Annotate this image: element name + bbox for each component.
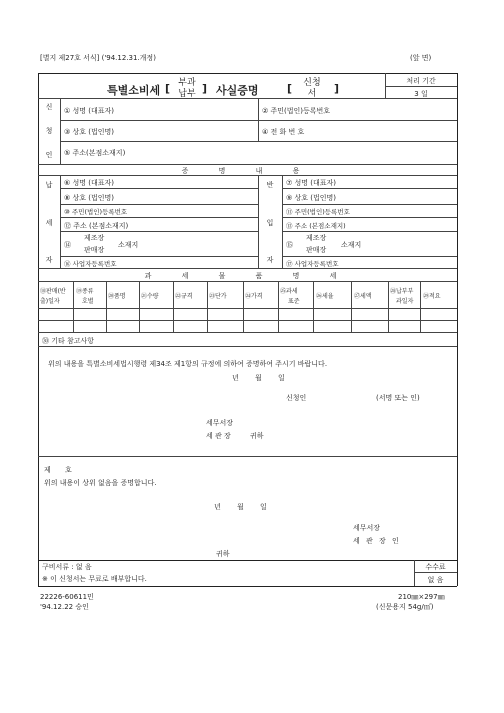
buyer-business-no-field[interactable]: ⑰ 사업자등록번호	[286, 260, 339, 268]
col-tax-rate: ㉖세율	[316, 293, 334, 300]
fee-label: 수수료	[425, 563, 446, 571]
required-documents: 구비서류 : 없 음	[42, 563, 92, 571]
request-signature[interactable]: (서명 또는 인)	[376, 394, 420, 402]
form-title-bracket1-top: 부과	[178, 78, 196, 88]
certificate-statement: 위의 내용이 상위 없음을 증명합니다.	[44, 479, 157, 487]
applicant-phone-field[interactable]: ④ 전 화 번 호	[262, 128, 305, 136]
taxpayer-business-no-field[interactable]: ⑯ 사업자등록번호	[64, 260, 117, 268]
buyer-address-field[interactable]: ⑬ 주소 (본점소재지)	[286, 222, 346, 230]
form-title-bracket2-bottom: 서	[307, 89, 317, 99]
free-distribution-note: ※ 이 신청서는 무료로 배부합니다.	[42, 575, 147, 583]
taxpayer-address-field[interactable]: ⑫ 주소 (본점소재지)	[64, 222, 129, 230]
form-code: 22226-60611민	[40, 593, 94, 601]
taxpayer-name-field[interactable]: ⑥ 성명 (대표자)	[64, 179, 114, 187]
col-type: ⑲종류	[76, 288, 94, 295]
taxpayer-id-field[interactable]: ⑩ 주민(법인)등록번호	[64, 208, 128, 216]
col-tax-base: ㉕과세	[280, 288, 298, 295]
col-sale-date: ⑱판매(반	[40, 288, 66, 295]
applicant-address-field[interactable]: ⑤ 주소(본점소재지)	[64, 149, 126, 157]
certificate-honorific: 귀하	[216, 550, 230, 558]
col-tax-amount: ㉗세액	[354, 293, 372, 300]
buyer-name-field[interactable]: ⑦ 성명 (대표자)	[286, 179, 336, 187]
form-title-bracket1-bottom: 납부	[178, 89, 196, 99]
taxpayer-location-field[interactable]: 소재지	[118, 241, 139, 249]
processing-period-value: 3 일	[414, 90, 428, 98]
buyer-id-field[interactable]: ⑪ 주민(법인)등록번호	[286, 208, 350, 216]
processing-period-label: 처리 기간	[406, 77, 436, 85]
approval-date: '94.12.22 승인	[40, 603, 89, 611]
request-statement: 위의 내용을 특별소비세법시행령 제34조 제1항의 규정에 의하여 증명하여 주시기 바랍니다.	[48, 360, 328, 368]
buyer-location-field[interactable]: 소재지	[341, 241, 362, 249]
paper-type: (신문용지 54g/㎡)	[376, 603, 434, 611]
request-applicant-label: 신청인	[286, 394, 307, 402]
col-item-name: ⑳품명	[108, 293, 126, 300]
form-title-bracket2-top: 신청	[303, 78, 321, 88]
applicant-name-field[interactable]: ① 성명 (대표자)	[64, 107, 114, 115]
form-title-middle: 사실증명	[216, 84, 259, 97]
proof-content-header: 증 명 내 용	[181, 167, 314, 175]
applicant-company-field[interactable]: ③ 상호 (법인명)	[64, 128, 114, 136]
certificate-number[interactable]: 제 호	[44, 466, 72, 474]
col-payment-date: ㉘납부부	[390, 288, 414, 295]
taxable-items-header: 과 세 물 품 명 세	[144, 272, 351, 280]
taxpayer-company-field[interactable]: ⑧ 상호 (법인명)	[64, 194, 114, 202]
request-honorific: 귀하	[250, 432, 264, 440]
request-date[interactable]: 년 월 일	[232, 374, 285, 382]
other-notes-field[interactable]: ㉚ 기타 참고사항	[42, 337, 95, 345]
certificate-date[interactable]: 년 월 일	[214, 503, 267, 511]
fee-value: 없 음	[427, 576, 444, 584]
page-side-label: (앞 면)	[410, 54, 432, 62]
request-office-1: 세무서장	[206, 419, 234, 427]
col-unit-price: ㉓단가	[209, 293, 227, 300]
request-office-2: 세 관 장	[206, 432, 231, 440]
certificate-office-2: 세 관 장 인	[353, 537, 399, 545]
col-quantity: ㉑수량	[141, 293, 159, 300]
col-remarks: ㉙적요	[423, 293, 441, 300]
form-number: [별지 제27호 서식] ('94.12.31.개정)	[40, 54, 156, 62]
form-title-main: 특별소비세	[107, 84, 161, 97]
buyer-company-field[interactable]: ⑨ 상호 (법인명)	[286, 194, 336, 202]
paper-size: 210㎜×297㎜	[398, 593, 445, 601]
certificate-office-1: 세무서장	[353, 524, 381, 532]
col-spec: ㉒규격	[175, 293, 193, 300]
col-price: ㉔가격	[245, 293, 263, 300]
applicant-id-field[interactable]: ② 주민(법인)등록번호	[262, 107, 331, 115]
